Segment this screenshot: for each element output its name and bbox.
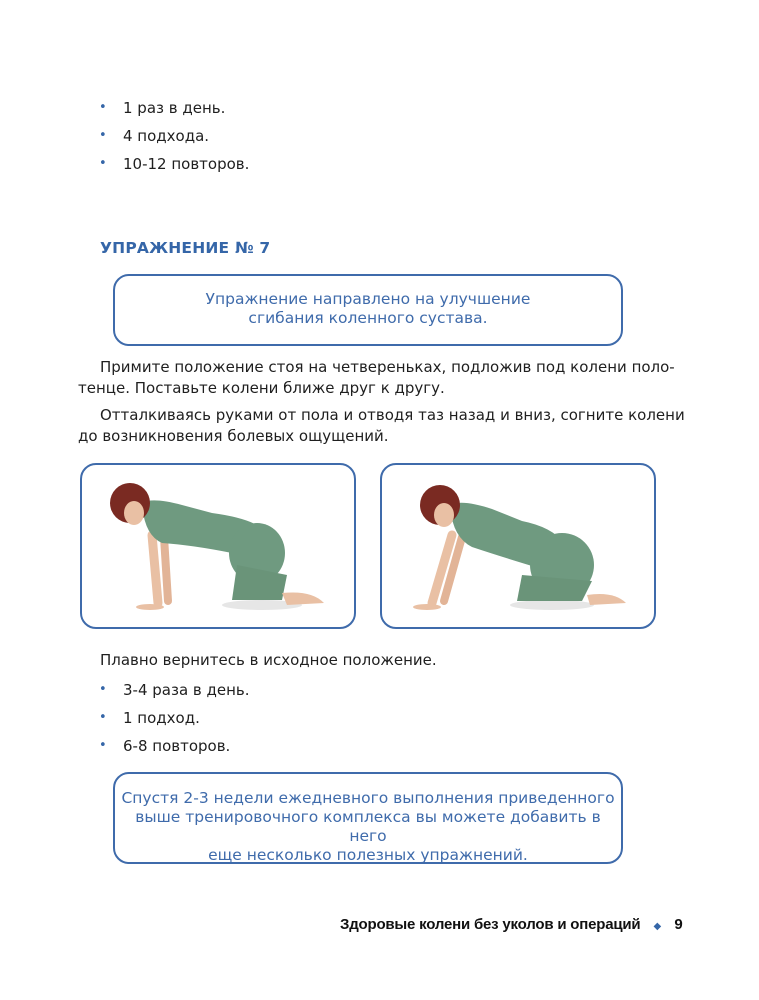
list-item: • 10-12 повторов. bbox=[99, 150, 499, 178]
page-number: 9 bbox=[674, 916, 683, 933]
tip-line-1: Спустя 2-3 недели ежедневного выполнения приведенного bbox=[121, 789, 615, 807]
list-item: • 6-8 повторов. bbox=[99, 732, 499, 760]
top-list bbox=[99, 94, 499, 178]
tip-line-2: выше тренировочного комплекса вы можете добавить в него bbox=[135, 808, 601, 845]
book-title: Здоровые колени без уколов и операций bbox=[340, 916, 641, 933]
goal-box bbox=[113, 274, 623, 346]
return-instruction: Плавно вернитесь в исходное положение. bbox=[100, 651, 437, 669]
page-footer bbox=[340, 914, 683, 933]
tip-line-3: еще несколько полезных упражнений. bbox=[208, 846, 528, 864]
list-item: • 1 подход. bbox=[99, 704, 499, 732]
paragraph-2: Отталкиваясь руками от пола и отводя таз назад и вниз, согните колени до возникновения болевых ощущений. bbox=[78, 406, 685, 445]
exercise-photo-end bbox=[380, 463, 656, 629]
bullet-icon: • bbox=[99, 738, 107, 753]
goal-line-1: Упражнение направлено на улучшение bbox=[205, 290, 531, 308]
bullet-icon: • bbox=[99, 682, 107, 697]
paragraph-1: Примите положение стоя на четвереньках, подложив под колени поло- тенце. Поставьте колени ближе друг к другу. bbox=[78, 358, 675, 397]
goal-line-2: сгибания коленного сустава. bbox=[248, 309, 488, 327]
tip-box bbox=[113, 772, 623, 864]
list-item: • 4 подхода. bbox=[99, 122, 499, 150]
bullet-icon: • bbox=[99, 128, 107, 143]
bullet-icon: • bbox=[99, 710, 107, 725]
exercise-photo-start bbox=[80, 463, 356, 629]
diamond-icon: ◆ bbox=[653, 921, 662, 932]
list-item: • 1 раз в день. bbox=[99, 94, 499, 122]
bullet-icon: • bbox=[99, 100, 107, 115]
bullet-icon: • bbox=[99, 156, 107, 171]
woman-kneeling-illustration bbox=[82, 465, 354, 627]
bottom-list bbox=[99, 676, 499, 760]
list-item: • 3-4 раза в день. bbox=[99, 676, 499, 704]
woman-sitting-back-illustration bbox=[382, 465, 654, 627]
exercise-heading: УПРАЖНЕНИЕ № 7 bbox=[100, 239, 271, 257]
